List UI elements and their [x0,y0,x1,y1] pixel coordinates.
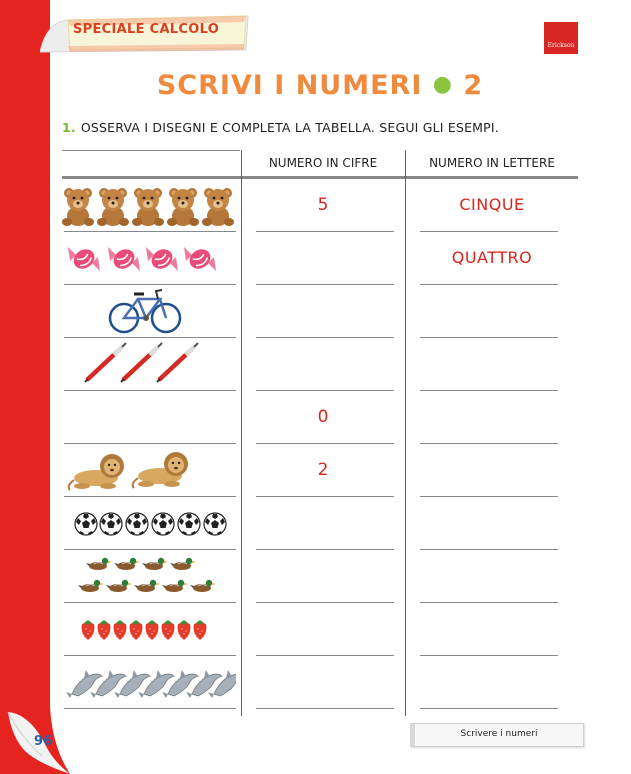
answer-digits: 0 [317,407,329,427]
publisher-logo-text: Erickson [547,42,575,49]
strawberry-icon [62,603,236,656]
row-line [64,708,236,709]
page-title [60,70,580,101]
table-top-line [62,150,240,151]
dolphin-icon [62,656,236,709]
column-header-digits: NUMERO IN CIFRE [268,156,378,170]
table-row [60,179,580,232]
duck-icon [62,550,236,603]
answer-digits: 2 [317,460,329,480]
answer-words: QUATTRO [451,248,533,267]
footer-section-tab [410,723,584,747]
page-spine [0,0,53,774]
page-number: 96 [34,734,53,749]
answer-digits: 5 [317,195,329,215]
answer-line-words[interactable] [420,708,558,709]
lion-icon [62,444,236,497]
pen-icon [62,338,236,391]
page-title-number: 2 [463,70,484,101]
teddy-bear-icon [62,179,236,232]
soccer-ball-icon [62,497,236,550]
table-row [60,338,580,391]
table-row [60,497,580,550]
table-row [60,550,580,603]
bicycle-icon [62,285,236,338]
table-row [60,391,580,444]
table-row [60,603,580,656]
page-title-text: SCRIVI I NUMERI [156,70,423,101]
table-row [60,656,580,709]
column-header-words: NUMERO IN LETTERE [429,156,555,170]
empty-picture [62,391,236,444]
table-row [60,285,580,338]
exercise-instruction [62,120,499,135]
bullet-dot-icon: ● [432,72,453,97]
table-row [60,444,580,497]
table-row [60,232,580,285]
exercise-number: 1. [62,120,76,135]
exercise-instruction-text: OSSERVA I DISEGNI E COMPLETA LA TABELLA. SEGUI GLI ESEMPI. [80,120,499,135]
footer-section-label: Scrivere i numeri [460,729,538,739]
answer-line-digits[interactable] [256,708,394,709]
section-tab-label: SPECIALE CALCOLO [73,22,220,37]
candy-icon [62,232,236,285]
publisher-logo [544,22,578,54]
answer-words: CINQUE [459,195,525,214]
